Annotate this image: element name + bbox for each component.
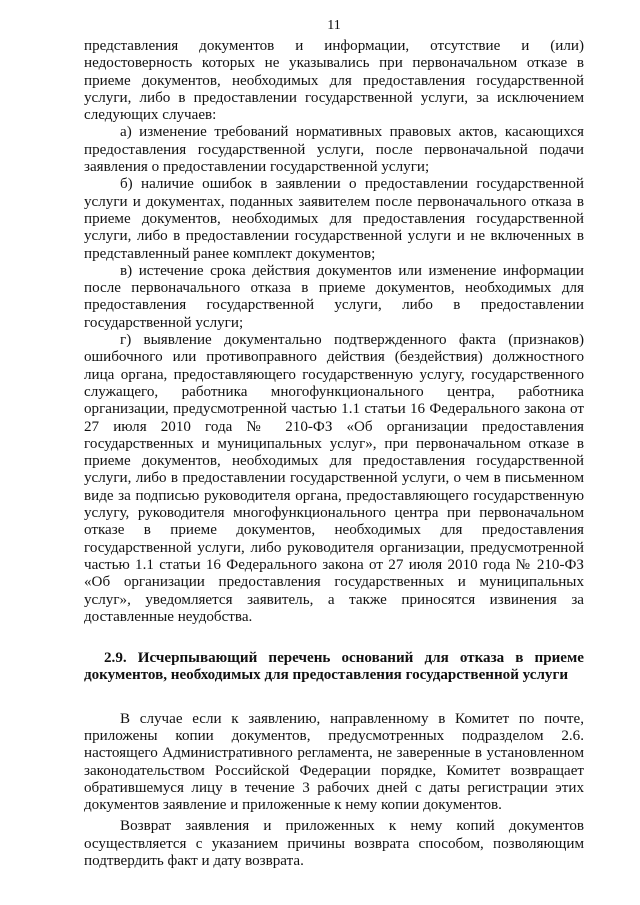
section-paragraph-1: В случае если к заявлению, направленному в Комитет по почте, приложены копии документов, предусмотренных подразделом 2.6. настоящего Административного регламента, не заверенные в установленном законодательством Российской Федерации порядке, Комитет возвращает обратившемуся лицу в течение 3 рабочих дней с даты регистрации этих документов заявление и приложенные к нему копии документов. bbox=[84, 710, 584, 814]
paragraph-item-g: г) выявление документально подтвержденного факта (признаков) ошибочного или противоправного действия (бездействия) должностного лица органа, предоставляющего государственную услугу, государственного служащего, работника многофункционального центра, работника организации, предусмотренной частью 1.1 статьи 16 Федерального закона от 27 июля 2010 года № 210-ФЗ «Об организации предоставления государственных и муниципальных услуг», при первоначальном отказе в приеме документов, необходимых для предоставления государственной услуги, либо в предоставлении государственной услуги, о чем в письменном виде за подписью руководителя органа, предоставляющего государственную услугу, руководителя многофункционального центра при первоначальном отказе в приеме документов, необходимых для предоставления государственной услуги, либо руководителя организации, предусмотренной частью 1.1 статьи 16 Федерального закона от 27 июля 2010 года № 210-ФЗ «Об организации предоставления государственных и муниципальных услуг», уведомляется заявитель, а также приносятся извинения за доставленные неудобства. bbox=[84, 332, 584, 625]
paragraph-item-v: в) истечение срока действия документов или изменение информации после первоначального отказа в приеме документов, необходимых для предоставления государственной услуги, либо в предоставлении государственной услуги; bbox=[84, 262, 584, 331]
paragraph-item-b: б) наличие ошибок в заявлении о предоставлении государственной услуги и документах, поданных заявителем после первоначального отказа в приеме документов, необходимых для предоставления государственной услуги, либо в предоставлении государственной услуги и не включенных в представленный ранее комплект документов; bbox=[84, 176, 584, 262]
paragraph-item-a: а) изменение требований нормативных правовых актов, касающихся предоставления государственной услуги, после первоначальной подачи заявления о предоставлении государственной услуги; bbox=[84, 124, 584, 176]
section-heading: 2.9. Исчерпывающий перечень оснований для отказа в приеме документов, необходимых для предоставления государственной услуги bbox=[84, 650, 584, 684]
paragraph-continuation: представления документов и информации, отсутствие и (или) недостоверность которых не указывались при первоначальном отказе в приеме документов, необходимых для предоставления государственной услуги, либо в предоставлении государственной услуги, за исключением следующих случаев: bbox=[84, 38, 584, 124]
page-number: 11 bbox=[327, 18, 341, 33]
section-paragraph-2: Возврат заявления и приложенных к нему копий документов осуществляется с указанием причины возврата способом, позволяющим подтвердить факт и дату возврата. bbox=[84, 818, 584, 870]
